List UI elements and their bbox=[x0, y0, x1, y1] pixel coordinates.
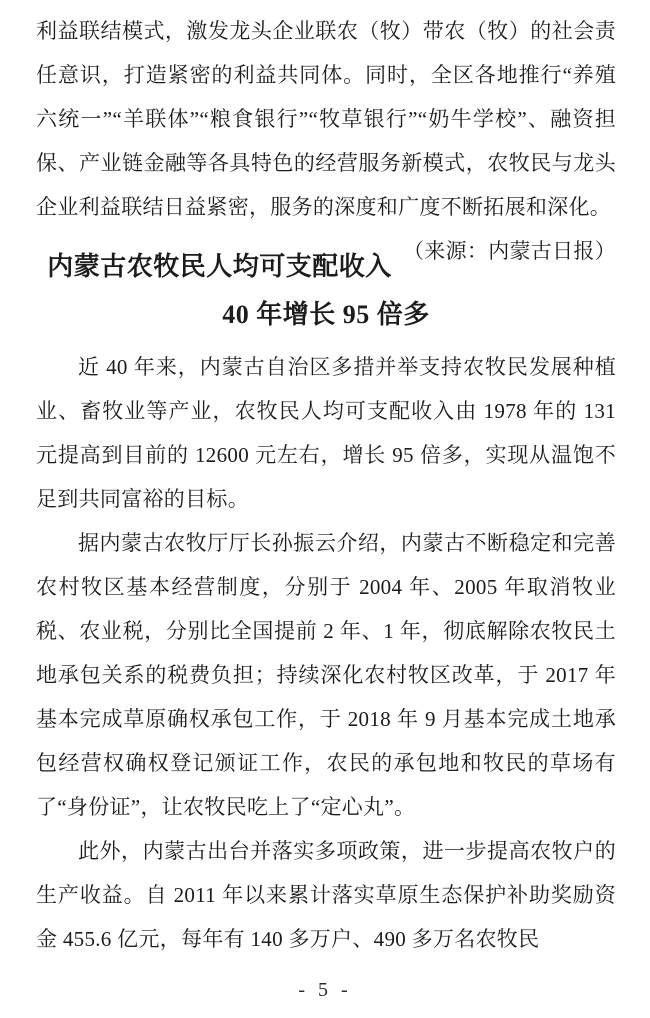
article-paragraph-3: 此外，内蒙古出台并落实多项政策，进一步提高农牧户的生产收益。自 2011 年以来累计落实草原生态保护补助奖励资金 455.6 亿元，每年有 140 多万户、490 多万名农牧民 bbox=[36, 839, 616, 951]
continuation-paragraph bbox=[36, 9, 616, 263]
article-paragraph-1: 近 40 年来，内蒙古自治区多措并举支持农牧民发展种植业、畜牧业等产业，农牧民人均可支配收入由 1978 年的 131 元提高到目前的 12600 元左右，增长 95 倍多，实现从温饱不足到共同富裕的目标。 bbox=[36, 355, 616, 511]
article-title: 内蒙古农牧民人均可支配收入 40 年增长 95 倍多 bbox=[47, 252, 430, 329]
page-number: - 5 - bbox=[298, 979, 352, 1001]
source-attribution: （来源：内蒙古日报） bbox=[403, 239, 616, 263]
continuation-text: 利益联结模式，激发龙头企业联农（牧）带农（牧）的社会责任意识，打造紧密的利益共同体。同时，全区各地推行“养殖六统一”“羊联体”“粮食银行”“牧草银行”“奶牛学校”、融资担保、产业链金融等各具特色的经营服务新模式，农牧民与龙头企业利益联结日益紧密，服务的深度和广度不断拓展和深化。 bbox=[36, 19, 616, 219]
article-paragraph-2: 据内蒙古农牧厅厅长孙振云介绍，内蒙古不断稳定和完善农村牧区基本经营制度，分别于 2004 年、2005 年取消牧业税、农业税，分别比全国提前 2 年、1 年，彻底解除农牧民土地承包关系的税费负担；持续深化农村牧区改革，于 2017 年基本完成草原确权承包工作，于 2018 年 9 月基本完成土地承包经营权确权登记颁证工作，农民的承包地和牧民的草场有了“身份证”，让农牧民吃上了“定心丸”。 bbox=[36, 531, 616, 819]
